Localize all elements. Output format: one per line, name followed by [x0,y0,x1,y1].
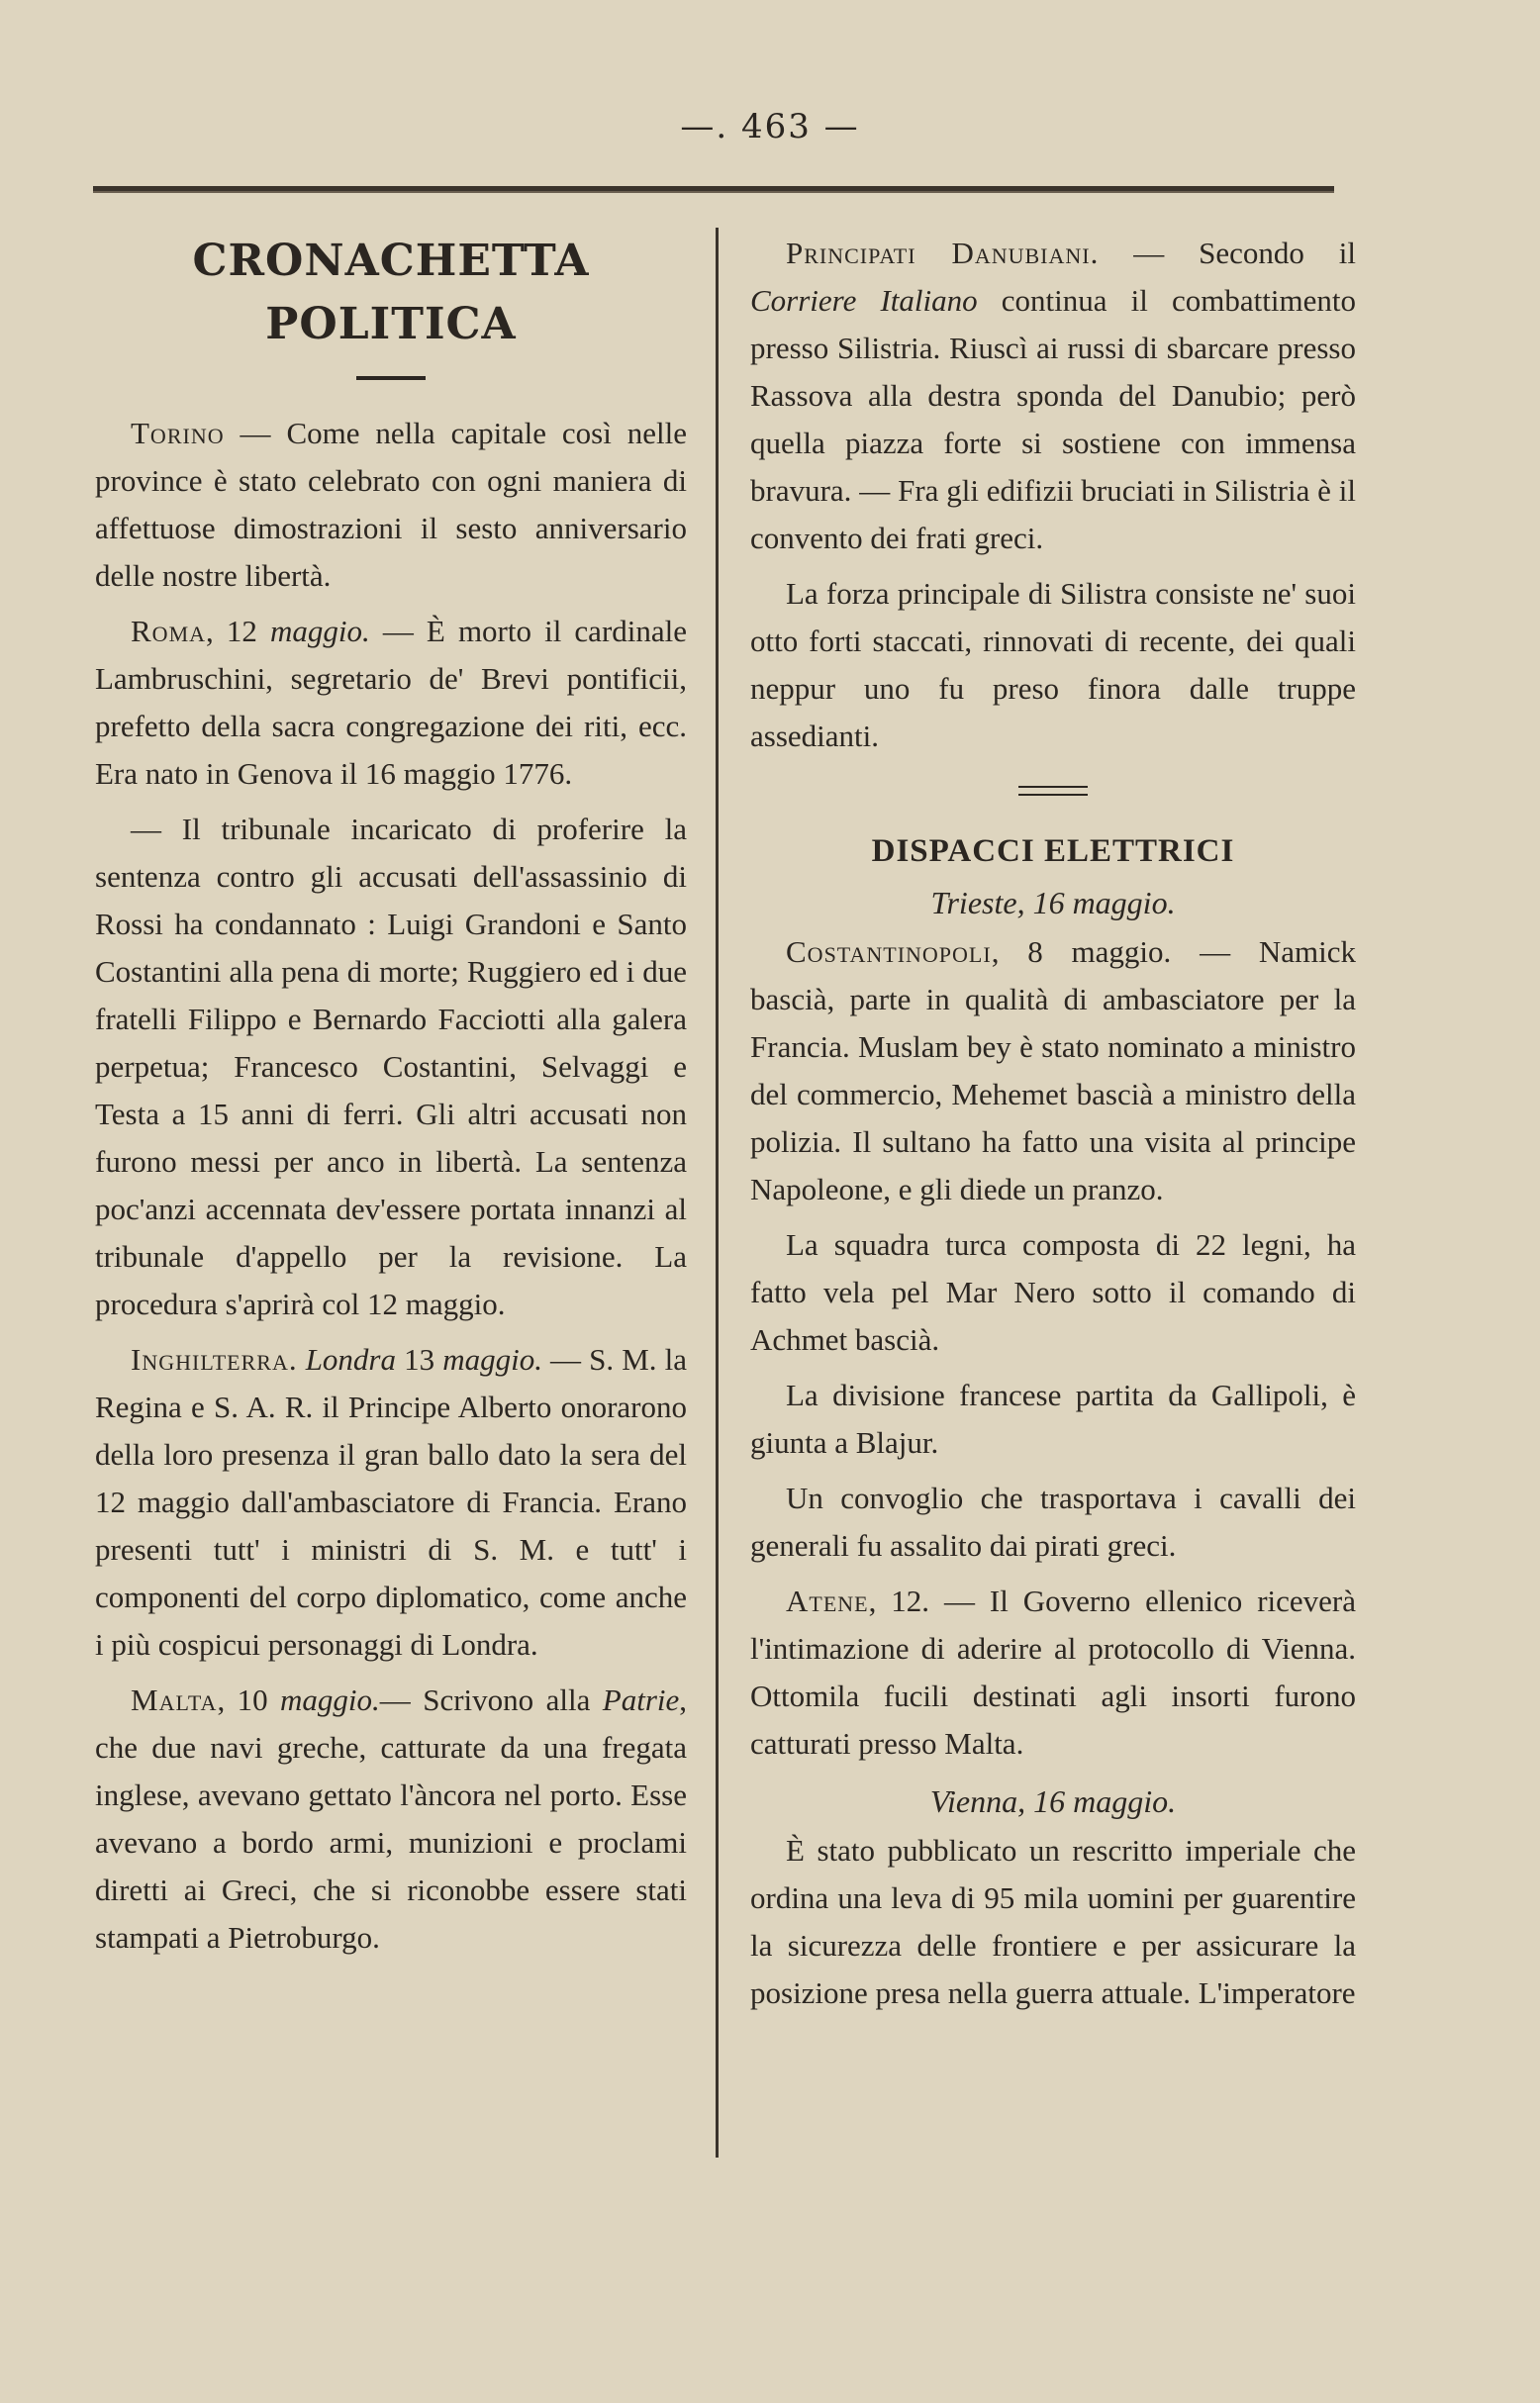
roma-text: — È morto il cardinale Lambruschini, segretario de' Brevi pontificii, prefetto della sacra congregazione dei riti, ecc. Era nato in Genova il 16 maggio 1776. [95,614,688,791]
principati-place: Principati Danubiani. [786,236,1100,270]
forza-paragraph: La forza principale di Silistra consiste ne' suoi otto forti staccati, rinnovati di recente, dei quali neppur uno fu preso finora dalle truppe assedianti. [750,576,1356,753]
left-column [95,230,687,1970]
convoglio-paragraph: Un convoglio che trasportava i cavalli dei generali fu assalito dai pirati greci. [750,1481,1356,1563]
roma-date: maggio. [269,614,370,648]
malta-place: Malta [131,1682,218,1717]
vienna-dateline: Vienna, 16 maggio. [929,1783,1177,1819]
malta-date: maggio. [280,1682,380,1717]
malta-text-b: , che due navi greche, catturate da una fregata inglese, avevano gettato l'àncora nel porto. Esse avevano a bordo armi, munizioni e proclami diretti ai Greci, che si riconobbe essere stati stampati a Pietroburgo. [95,1682,688,1955]
atene-place: Atene [786,1584,869,1618]
inghilterra-place: Inghilterra. [131,1342,298,1377]
inghilterra-text: — S. M. la Regina e S. A. R. il Principe Alberto onorarono della loro presenza il gran ballo dato la sera del 12 maggio dall'ambasciatore di Francia. Erano presenti tutt' i ministri di S. M. e tutt' i componenti del corpo diplomatico, come anche i più cospicui personaggi di Londra. [95,1342,687,1662]
torino-text: — Come nella capitale così nelle province è stato celebrato con ogni maniera di affettuose dimostrazioni il sesto anniversario delle nostre libertà. [95,416,687,593]
roma-place: Roma [131,614,207,648]
malta-paper: Patrie [602,1682,680,1717]
column-divider [716,228,719,2158]
top-rule [93,186,1334,193]
costantinopoli-text: , 8 maggio. — Namick bascià, parte in qualità di ambasciatore per la Francia. Muslam bey è stato nominato a ministro del commercio, Mehemet bascià a ministro della polizia. Il sultano ha fatto una visita al principe Napoleone, e gli diede un pranzo. [750,934,1356,1206]
malta-paragraph [95,1677,687,1962]
divisione-paragraph: La divisione francese partita da Gallipoli, è giunta a Blajur. [750,1378,1356,1460]
section-divider [1018,786,1088,796]
section-heading: CRONACHETTA POLITICA [192,236,590,349]
right-column [750,230,1356,2025]
atene-text: , 12. — Il Governo ellenico riceverà l'intimazione di aderire al protocollo di Vienna. Ottomila fucili destinati agli insorti furono catturati presso Malta. [750,1584,1356,1761]
inghilterra-paragraph [95,1336,687,1669]
rescritto-paragraph: È stato pubblicato un rescritto imperiale che ordina una leva di 95 mila uomini per guarentire la sicurezza delle frontiere e per assicurare la posizione presa nella guerra attuale. L'imperatore [750,1833,1356,2010]
trieste-dateline: Trieste, 16 maggio. [930,885,1176,920]
inghilterra-city: Londra [305,1342,396,1377]
roma-paragraph [95,608,687,798]
atene-paragraph [750,1578,1356,1768]
principati-paragraph [750,230,1356,562]
malta-num: , 10 [217,1682,281,1717]
principati-paper: Corriere Italiano [750,283,978,318]
malta-text-a: — Scrivono alla [379,1682,603,1717]
roma-num: , 12 [206,614,270,648]
torino-place: Torino [131,416,225,450]
costantinopoli-paragraph [750,928,1356,1213]
inghilterra-num: 13 [396,1342,443,1377]
heading-rule [356,376,426,380]
principati-text-a: — Secondo il [1099,236,1356,270]
squadra-paragraph: La squadra turca composta di 22 legni, ha fatto vela pel Mar Nero sotto il comando di Achmet bascià. [750,1227,1356,1357]
page-number: —. 463 — [680,107,860,146]
principati-text-b: continua il combattimento presso Silistria. Riuscì ai russi di sbarcare presso Rassova alla destra sponda del Danubio; però quella piazza forte si sostiene con immensa bravura. — Fra gli edifizii bruciati in Silistria è il convento dei frati greci. [750,283,1356,555]
tribunale-paragraph: — Il tribunale incaricato di proferire la sentenza contro gli accusati dell'assassinio di Rossi ha condannato : Luigi Grandoni e Santo Costantini alla pena di morte; Ruggiero ed i due fratelli Filippo e Bernardo Facciotti alla galera perpetua; Francesco Costantini, Selvaggi e Testa a 15 anni di ferri. Gli altri accusati non furono messi per anco in libertà. La sentenza poc'anzi accennata dev'essere portata innanzi al tribunale d'appello per la revisione. La procedura s'aprirà col 12 maggio. [95,812,687,1321]
inghilterra-date: maggio. [442,1342,542,1377]
torino-paragraph [95,410,687,600]
dispacci-heading: DISPACCI ELETTRICI [871,833,1235,869]
costantinopoli-place: Costantinopoli [786,934,992,969]
